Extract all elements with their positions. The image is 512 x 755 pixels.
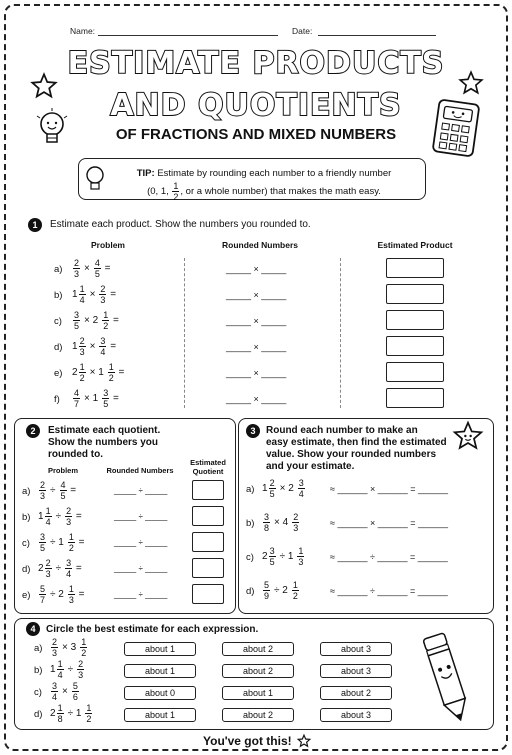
section3-instruction-line: Round each number to make an [266, 425, 418, 436]
operator: ÷ 1 [67, 708, 82, 720]
expression [38, 558, 82, 579]
section2-instruction [48, 425, 160, 461]
tip-box [78, 158, 426, 200]
fraction [102, 388, 109, 409]
row-label: d) [22, 564, 31, 575]
whole-number: 2 [72, 367, 78, 379]
operator: ÷ [50, 485, 56, 497]
fraction [57, 659, 64, 680]
fraction-denominator: 2 [108, 373, 114, 383]
fraction [65, 506, 72, 527]
equals-sign: = [67, 485, 77, 497]
fraction [77, 659, 84, 680]
fraction-denominator: 4 [79, 295, 85, 305]
fraction-numerator: 2 [79, 336, 85, 346]
tip-line2b: , or a whole number) that makes the math easy. [180, 186, 381, 198]
rounded-numbers-blank[interactable]: _____ × _____ [226, 316, 287, 326]
expression [72, 310, 119, 331]
row-label: e) [54, 368, 63, 379]
fraction [73, 310, 80, 331]
fraction-numerator: 2 [74, 258, 80, 268]
star-icon [297, 734, 311, 748]
fraction [297, 546, 304, 567]
fraction-numerator: 4 [74, 388, 80, 398]
section3-instruction-line: and your estimate. [266, 461, 355, 472]
equals-sign: = [107, 289, 117, 301]
fraction [102, 310, 109, 331]
fraction [73, 258, 80, 279]
row-label: a) [246, 484, 255, 495]
operator: × [84, 263, 90, 275]
fraction-numerator: 2 [40, 480, 46, 490]
operator: ÷ 2 [50, 589, 64, 601]
fraction [80, 637, 87, 658]
fraction-numerator: 1 [79, 284, 85, 294]
fraction-denominator: 3 [45, 569, 51, 579]
fraction [51, 681, 58, 702]
equals-sign: = [75, 589, 85, 601]
fraction-numerator: 1 [86, 703, 92, 713]
equals-sign: = [110, 315, 119, 327]
expression [262, 512, 300, 533]
whole-number: 1 [38, 511, 44, 523]
fraction-denominator: 9 [264, 591, 270, 601]
fraction-denominator: 2 [103, 321, 109, 331]
fraction-denominator: 2 [68, 543, 74, 553]
equals-sign: = [73, 563, 82, 575]
expression [72, 362, 124, 383]
fraction-numerator: 2 [293, 512, 299, 522]
section2-instruction-line: rounded to. [48, 449, 103, 460]
fraction-numerator: 3 [298, 478, 304, 488]
section2-col-problem: Problem [47, 466, 78, 475]
section3-instruction-line: easy estimate, then find the estimated [266, 437, 447, 448]
pencil-icon [416, 628, 478, 728]
expression [50, 703, 93, 724]
fraction-denominator: 8 [264, 523, 270, 533]
expression [38, 584, 84, 605]
name-label: Name: [70, 26, 96, 36]
expression [72, 258, 111, 279]
fraction-denominator: 3 [100, 295, 106, 305]
fraction-denominator: 3 [52, 648, 58, 658]
section2-instruction-line: Show the numbers you [48, 437, 159, 448]
fraction-denominator: 4 [57, 670, 63, 680]
star-icon [452, 420, 484, 452]
section4-number: 4 [26, 622, 40, 636]
estimate-choice[interactable]: about 2 [222, 664, 294, 678]
equals-sign: = [75, 537, 85, 549]
fraction-numerator: 4 [94, 258, 100, 268]
fraction [65, 558, 72, 579]
estimated-product-box[interactable] [386, 258, 444, 278]
fraction-denominator: 4 [298, 489, 304, 499]
fraction-numerator: 2 [78, 659, 84, 669]
fraction-numerator: 3 [66, 558, 72, 568]
expression [262, 478, 306, 499]
expression [38, 506, 82, 527]
estimate-choice[interactable]: about 2 [222, 642, 294, 656]
operator: × [89, 341, 96, 353]
fraction [298, 478, 305, 499]
fraction [292, 580, 299, 601]
rounded-numbers-blank[interactable]: _____ ÷ _____ [114, 512, 168, 521]
fraction [39, 480, 46, 501]
fraction-numerator: 1 [108, 362, 114, 372]
fraction-one-half: $\frac{1}{2}$ [173, 181, 179, 202]
estimate-choice[interactable]: about 2 [320, 686, 392, 700]
fraction-denominator: 3 [79, 347, 85, 357]
fraction-numerator: 1 [68, 532, 74, 542]
fraction-numerator: 3 [52, 681, 58, 691]
date-field[interactable] [318, 35, 436, 36]
fraction [292, 512, 299, 533]
row-label: a) [34, 643, 43, 654]
tip-text [109, 166, 419, 202]
expression [262, 580, 300, 601]
fraction [68, 584, 75, 605]
fraction-numerator: 2 [66, 506, 72, 516]
whole-number: 1 [262, 483, 268, 495]
section1-instruction: Estimate each product. Show the numbers you rounded to. [50, 219, 311, 230]
fraction [99, 336, 106, 357]
row-label: e) [22, 590, 31, 601]
expression [38, 532, 84, 553]
fraction-denominator: 3 [78, 670, 84, 680]
estimate-choice[interactable]: about 1 [124, 642, 196, 656]
expression [50, 659, 85, 680]
fraction-denominator: 4 [100, 347, 106, 357]
equals-sign: = [101, 263, 111, 275]
estimate-choice[interactable]: about 2 [222, 708, 294, 722]
fraction [108, 362, 115, 383]
fraction [68, 532, 75, 553]
section1-divider [184, 258, 185, 408]
fraction [57, 703, 64, 724]
fraction-denominator: 3 [40, 491, 46, 501]
fraction-numerator: 2 [52, 637, 58, 647]
fraction-numerator: 1 [79, 362, 85, 372]
row-label: d) [54, 342, 63, 353]
fraction [39, 532, 46, 553]
fraction-denominator: 8 [57, 714, 63, 724]
fraction-numerator: 1 [57, 703, 63, 713]
section2-number: 2 [26, 424, 40, 438]
fraction [94, 258, 101, 279]
lightbulb-icon [85, 165, 105, 193]
row-label: a) [54, 264, 63, 275]
row-label: c) [34, 687, 42, 698]
star-icon [30, 72, 58, 100]
row-label: f) [54, 394, 60, 405]
estimated-product-box[interactable] [386, 388, 444, 408]
rounded-numbers-blank[interactable]: _____ ÷ _____ [114, 538, 168, 547]
fraction [45, 558, 52, 579]
estimate-choice[interactable]: about 1 [124, 664, 196, 678]
fraction-numerator: 2 [100, 284, 106, 294]
section1-number: 1 [28, 218, 42, 232]
rounded-numbers-blank[interactable]: _____ × _____ [226, 368, 287, 378]
estimated-quotient-box[interactable] [192, 532, 224, 552]
row-label: b) [22, 512, 31, 523]
fraction [60, 480, 67, 501]
row-label: b) [246, 518, 255, 529]
fraction-denominator: 5 [94, 269, 100, 279]
estimated-product-box[interactable] [386, 362, 444, 382]
whole-number: 2 [38, 563, 44, 575]
expression [72, 284, 116, 305]
whole-number: 2 [262, 551, 268, 563]
fraction-denominator: 4 [45, 517, 51, 527]
fraction-numerator: 1 [81, 637, 87, 647]
section1-col-problem: Problem [90, 240, 125, 250]
fraction-denominator: 5 [269, 489, 275, 499]
fraction-numerator: 3 [40, 532, 46, 542]
fraction [269, 478, 276, 499]
fraction [263, 512, 270, 533]
section3-instruction-line: value. Show your rounded numbers [266, 449, 437, 460]
fraction [79, 336, 86, 357]
page-title-line1: ESTIMATE PRODUCTS [67, 46, 445, 81]
tip-label: TIP: [136, 168, 155, 179]
footer-message [0, 734, 512, 749]
estimate-choice[interactable]: about 1 [222, 686, 294, 700]
estimated-quotient-box[interactable] [192, 480, 224, 500]
fraction-numerator: 1 [57, 659, 63, 669]
estimated-quotient-box[interactable] [192, 558, 224, 578]
estimated-product-box[interactable] [386, 284, 444, 304]
lightbulb-icon [34, 108, 70, 150]
equals-sign: = [110, 393, 119, 405]
operator: × 4 [274, 517, 289, 529]
fraction [79, 284, 86, 305]
fraction-denominator: 2 [79, 373, 85, 383]
section1-divider [340, 258, 341, 408]
fraction-numerator: 1 [45, 506, 51, 516]
fraction-denominator: 3 [74, 269, 80, 279]
fraction [79, 362, 86, 383]
equals-sign: = [107, 341, 117, 353]
fraction [39, 584, 46, 605]
operator: ÷ [67, 664, 74, 676]
fraction-numerator: 3 [264, 512, 270, 522]
section3-instruction [266, 425, 447, 473]
fraction [51, 637, 58, 658]
fraction-denominator: 3 [66, 517, 72, 527]
row-label: b) [54, 290, 63, 301]
fraction-numerator: 5 [264, 580, 270, 590]
calculator-icon [432, 100, 480, 156]
section2-col-estimate-line: Quotient [192, 467, 224, 476]
rounded-numbers-blank[interactable]: _____ × _____ [226, 342, 287, 352]
fraction [263, 580, 270, 601]
whole-number: 1 [72, 341, 78, 353]
section2-col-estimate [186, 458, 230, 476]
rounded-numbers-blank[interactable]: _____ ÷ _____ [114, 564, 168, 573]
name-field[interactable] [98, 35, 278, 36]
operator: × 2 [279, 483, 294, 495]
expression [262, 546, 305, 567]
rounded-numbers-blank[interactable]: _____ ÷ _____ [114, 486, 168, 495]
estimate-choice[interactable]: about 1 [124, 708, 196, 722]
fraction-numerator: 5 [72, 681, 78, 691]
section3-number: 3 [246, 424, 260, 438]
fraction-numerator: 1 [292, 580, 298, 590]
date-label: Date: [292, 26, 313, 36]
fraction-denominator: 5 [60, 491, 66, 501]
fraction-numerator: 4 [60, 480, 66, 490]
estimate-choice[interactable]: about 0 [124, 686, 196, 700]
estimate-blank[interactable]: ≈ ______ ÷ ______ = ______ [330, 586, 448, 596]
fraction [85, 703, 92, 724]
estimate-blank[interactable]: ≈ ______ ÷ ______ = ______ [330, 552, 448, 562]
equals-sign: = [73, 511, 82, 523]
row-label: c) [54, 316, 62, 327]
estimated-product-box[interactable] [386, 336, 444, 356]
page-title-line2: AND QUOTIENTS [110, 88, 402, 123]
equals-sign: = [115, 367, 125, 379]
estimated-quotient-box[interactable] [192, 506, 224, 526]
operator: × [89, 289, 96, 301]
operator: ÷ [55, 563, 62, 575]
tip-line2a: (0, 1, [147, 186, 169, 198]
star-icon [458, 70, 484, 96]
expression [72, 336, 116, 357]
expression [38, 480, 76, 501]
rounded-numbers-blank[interactable]: _____ × _____ [226, 264, 287, 274]
row-label: a) [22, 486, 31, 497]
operator: ÷ 2 [274, 585, 288, 597]
estimate-blank[interactable]: ≈ ______ × ______ = ______ [330, 484, 449, 494]
row-label: d) [34, 709, 43, 720]
fraction [45, 506, 52, 527]
fraction-denominator: 3 [298, 557, 304, 567]
operator: × 1 [84, 393, 99, 405]
fraction-numerator: 1 [68, 584, 74, 594]
fraction-numerator: 3 [100, 336, 106, 346]
estimate-choice[interactable]: about 3 [320, 642, 392, 656]
fraction-numerator: 3 [103, 388, 109, 398]
operator: ÷ [55, 511, 62, 523]
fraction-numerator: 1 [103, 310, 109, 320]
whole-number: 2 [50, 708, 56, 720]
expression [50, 637, 88, 658]
fraction-denominator: 7 [74, 399, 80, 409]
expression [50, 681, 80, 702]
estimated-quotient-box[interactable] [192, 584, 224, 604]
fraction [73, 388, 80, 409]
rounded-numbers-blank[interactable]: _____ ÷ _____ [114, 590, 168, 599]
section4-instruction: Circle the best estimate for each expression. [46, 624, 259, 635]
row-label: c) [22, 538, 30, 549]
whole-number: 1 [72, 289, 78, 301]
fraction-denominator: 4 [52, 692, 58, 702]
operator: × 2 [84, 315, 99, 327]
fraction-numerator: 5 [40, 584, 46, 594]
operator: × 1 [89, 367, 104, 379]
fraction-numerator: 2 [45, 558, 51, 568]
operator: ÷ 1 [279, 551, 294, 563]
row-label: d) [246, 586, 255, 597]
fraction [72, 681, 79, 702]
estimate-blank[interactable]: ≈ ______ × ______ = ______ [330, 518, 449, 528]
section2-instruction-line: Estimate each quotient. [48, 425, 161, 436]
fraction-numerator: 3 [74, 310, 80, 320]
rounded-numbers-blank[interactable]: _____ × _____ [226, 290, 287, 300]
section2-col-estimate-line: Estimated [190, 458, 226, 467]
operator: × 3 [62, 642, 77, 654]
fraction-denominator: 2 [81, 648, 87, 658]
fraction-denominator: 5 [103, 399, 109, 409]
row-label: c) [246, 552, 254, 563]
fraction-denominator: 3 [293, 523, 299, 533]
fraction-numerator: 3 [269, 546, 275, 556]
row-label: b) [34, 665, 43, 676]
footer-text: You've got this! [203, 734, 292, 748]
estimate-choice[interactable]: about 3 [320, 664, 392, 678]
section1-col-estimate: Estimated Product [377, 240, 453, 250]
operator: × [62, 686, 68, 698]
fraction-numerator: 1 [298, 546, 304, 556]
section1-col-rounded: Rounded Numbers [221, 240, 299, 250]
estimate-choice[interactable]: about 3 [320, 708, 392, 722]
fraction-denominator: 5 [74, 321, 80, 331]
fraction-denominator: 4 [66, 569, 72, 579]
fraction-denominator: 7 [40, 595, 46, 605]
fraction-denominator: 5 [269, 557, 275, 567]
fraction [269, 546, 276, 567]
tip-line1: Estimate by rounding each number to a friendly number [157, 168, 392, 179]
whole-number: 1 [50, 664, 56, 676]
fraction-denominator: 6 [72, 692, 78, 702]
page-subtitle: OF FRACTIONS AND MIXED NUMBERS [115, 126, 397, 143]
expression [72, 388, 119, 409]
estimated-product-box[interactable] [386, 310, 444, 330]
rounded-numbers-blank[interactable]: _____ × _____ [226, 394, 287, 404]
fraction-denominator: 5 [40, 543, 46, 553]
fraction-denominator: 2 [292, 591, 298, 601]
fraction-numerator: 2 [269, 478, 275, 488]
fraction [99, 284, 106, 305]
fraction-denominator: 3 [68, 595, 74, 605]
fraction-denominator: 2 [86, 714, 92, 724]
operator: ÷ 1 [50, 537, 64, 549]
section2-col-rounded: Rounded Numbers [106, 466, 174, 475]
